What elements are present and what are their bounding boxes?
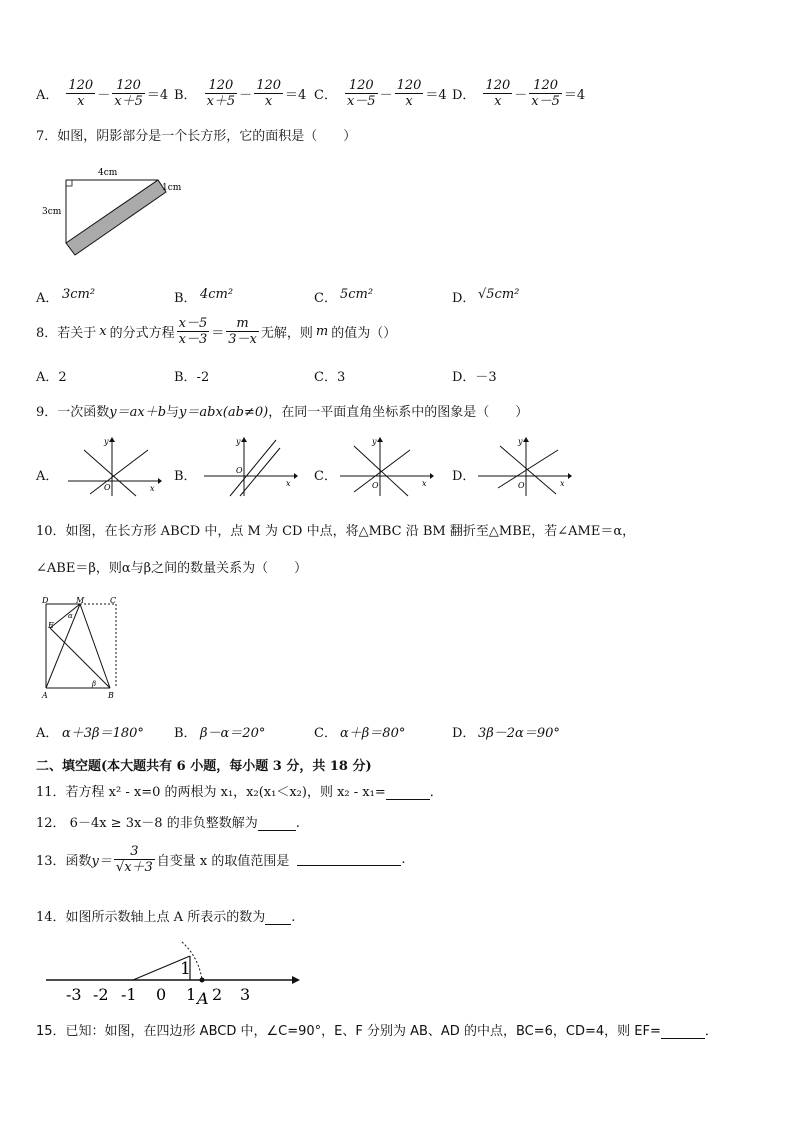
label-4cm: 4cm: [98, 168, 118, 178]
label-E: E: [48, 621, 54, 630]
var: x: [99, 324, 107, 339]
option-b-value: 4cm²: [200, 287, 234, 302]
numerator: 120: [256, 78, 282, 93]
origin: O: [236, 466, 243, 475]
axis-x: x: [560, 479, 565, 488]
numerator: 120: [529, 78, 562, 94]
option-a-value: α＋3β＝180°: [62, 726, 144, 741]
option-b-value: β－α＝20°: [200, 726, 266, 741]
option-label: C．: [314, 291, 337, 306]
text: .: [291, 910, 296, 925]
tick-label: 2: [212, 985, 223, 1004]
label-1cm: 1cm: [162, 183, 182, 193]
text: 15．已知：如图，在四边形 ABCD 中，∠C=90°，E、F 分别为 AB、AD 的中点，BC=6，CD=4，则 EF=: [36, 1024, 661, 1039]
axis-y: y: [104, 437, 109, 446]
option-label: B．: [174, 291, 197, 306]
label-B: B: [108, 691, 114, 700]
y: y＝: [91, 854, 112, 869]
option-d-value: 3β－2α＝90°: [478, 726, 560, 741]
denominator: x－5: [531, 94, 560, 109]
numerator: 120: [396, 78, 422, 93]
numerator: 3: [114, 844, 155, 860]
option-label: B．: [174, 88, 197, 103]
rhs: ＝4: [285, 88, 307, 103]
q10-figure: [36, 594, 126, 704]
text: 9．一次函数: [36, 405, 110, 420]
option-label: D．: [452, 291, 476, 306]
text: 的分式方程: [109, 326, 175, 341]
q15: [36, 1020, 718, 1039]
q9-label-d: D．: [452, 469, 476, 484]
answer-blank[interactable]: [297, 853, 401, 866]
option-c-value: α＋β＝80°: [340, 726, 406, 741]
text: ．: [429, 785, 443, 800]
option-c: C．3: [314, 370, 346, 385]
height-label: 1: [180, 959, 191, 979]
denominator: x＋5: [206, 94, 236, 109]
q9-graph-b: [200, 436, 298, 498]
text: .: [401, 852, 406, 867]
numerator: 120: [485, 78, 511, 93]
q7-stem: 7．如图，阴影部分是一个长方形，它的面积是（ ）: [36, 129, 357, 144]
numerator: x－5: [178, 316, 208, 331]
numerator: 120: [345, 78, 378, 94]
denominator: x－5: [346, 94, 376, 109]
text: 13．函数: [36, 854, 92, 869]
tick-label: 1: [186, 985, 197, 1004]
q8-stem: 8．若关于 x 的分式方程 $\frac{x-5}{x-3}$ ＝ $\frac{m}{3-x}$ 无解，则 m 的值为（）: [36, 316, 397, 347]
option-label: D．: [452, 726, 476, 741]
option-label: A．: [36, 726, 59, 741]
var: m: [315, 324, 329, 339]
text: .: [295, 816, 300, 831]
text: 无解，则: [260, 326, 313, 341]
q11: [36, 781, 443, 800]
text: 自变量 x 的取值范围是: [156, 854, 290, 869]
answer-blank[interactable]: [386, 787, 430, 800]
option-label: B．: [174, 726, 197, 741]
q10-line1: 10．如图，在长方形 ABCD 中，点 M 为 CD 中点，将△MBC 沿 BM 翻折至△MBE，若∠AME＝α，: [36, 524, 636, 539]
origin: O: [372, 481, 379, 490]
rhs: ＝4: [425, 88, 447, 103]
q12: [36, 812, 300, 831]
rhs: ＝4: [563, 88, 586, 103]
option-label: A．: [36, 88, 59, 103]
q9-label-b: B．: [174, 469, 197, 484]
q7-figure: [36, 162, 196, 262]
axis-x: x: [422, 479, 427, 488]
q6-option-a: A． $\frac{120}{x}$ － $\frac{120}{x+5}$ ＝4: [36, 78, 169, 109]
eq: y＝ax＋b: [109, 405, 167, 420]
tick-label: 0: [156, 985, 167, 1004]
option-a: A．2: [36, 370, 67, 385]
axis-y: y: [372, 437, 377, 446]
q6-option-c: C． $\frac{120}{x-5}$ － $\frac{120}{x}$ ＝4: [314, 78, 447, 109]
text: 14．如图所示数轴上点 A 所表示的数为: [36, 910, 266, 925]
denominator: x＋5: [114, 94, 143, 109]
q14-stem: [36, 906, 295, 925]
point-A-label: A: [197, 989, 209, 1006]
label-3cm: 3cm: [42, 207, 62, 217]
numerator: 120: [205, 78, 238, 94]
eq: y＝abx(ab≠0): [179, 405, 269, 420]
axis-x: x: [286, 479, 291, 488]
q9-stem: [36, 401, 528, 420]
denominator: x: [405, 94, 413, 109]
tick-label: -3: [66, 985, 82, 1004]
axis-x: x: [150, 484, 155, 493]
text: ．: [704, 1024, 718, 1039]
option-label: C．: [314, 726, 337, 741]
option-b: B．-2: [174, 370, 210, 385]
label-C: C: [110, 596, 117, 605]
numerator: 120: [112, 78, 145, 94]
text: 与: [166, 405, 180, 420]
q10-line2: ∠ABE＝β，则α与β之间的数量关系为（ ）: [36, 561, 308, 576]
denominator: x: [77, 94, 85, 109]
section-heading: 二、填空题(本大题共有 6 小题，每小题 3 分，共 18 分): [36, 759, 372, 774]
origin: O: [104, 483, 111, 492]
tick-label: -2: [93, 985, 109, 1004]
numerator: 120: [68, 78, 94, 93]
q14-number-line: [40, 938, 302, 1006]
q6-option-b: B． $\frac{120}{x+5}$ － $\frac{120}{x}$ ＝4: [174, 78, 307, 109]
answer-blank[interactable]: [661, 1026, 705, 1039]
option-label: A．: [36, 291, 59, 306]
option-a-value: 3cm²: [62, 287, 96, 302]
axis-y: y: [518, 437, 523, 446]
text: 的值为（）: [331, 326, 397, 341]
q6-option-d: D． $\frac{120}{x}$ － $\frac{120}{x-5}$ ＝4: [452, 78, 586, 109]
q9-label-c: C．: [314, 469, 337, 484]
option-d-value: √5cm²: [478, 287, 520, 302]
rhs: ＝4: [146, 88, 169, 103]
denominator: x: [264, 94, 273, 109]
option-d: D．－3: [452, 370, 497, 385]
text: 8．若关于: [36, 326, 97, 341]
denominator: √x＋3: [115, 860, 153, 875]
denominator: x－3: [178, 332, 208, 347]
tick-label: -1: [121, 985, 137, 1004]
option-c-value: 5cm²: [340, 287, 374, 302]
answer-blank[interactable]: [265, 912, 291, 925]
denominator: 3－x: [228, 332, 257, 347]
label-A: A: [42, 691, 48, 700]
axis-y: y: [236, 437, 241, 446]
label-beta: β: [92, 680, 97, 688]
q9-label-a: A．: [36, 469, 59, 484]
numerator: m: [226, 316, 259, 332]
answer-blank[interactable]: [258, 818, 296, 831]
text: 12． 6－4x ≥ 3x－8 的非负整数解为: [36, 816, 258, 831]
q9-graph-c: [336, 436, 434, 498]
label-M: M: [76, 596, 85, 605]
label-alpha: α: [68, 612, 73, 620]
option-label: C．: [314, 88, 337, 103]
q13: [36, 844, 406, 875]
q9-graph-a: [64, 436, 162, 498]
tick-label: 3: [240, 985, 251, 1004]
option-label: D．: [452, 88, 476, 103]
text: ，在同一平面直角坐标系中的图象是（ ）: [268, 405, 529, 420]
q9-graph-d: [474, 436, 572, 498]
label-D: D: [42, 596, 49, 605]
text: 11．若方程 x² - x=0 的两根为 x₁，x₂(x₁＜x₂)，则 x₂ - x₁=: [36, 785, 386, 800]
denominator: x: [494, 94, 502, 109]
tick-labels: [66, 985, 250, 1004]
origin: O: [518, 481, 525, 490]
